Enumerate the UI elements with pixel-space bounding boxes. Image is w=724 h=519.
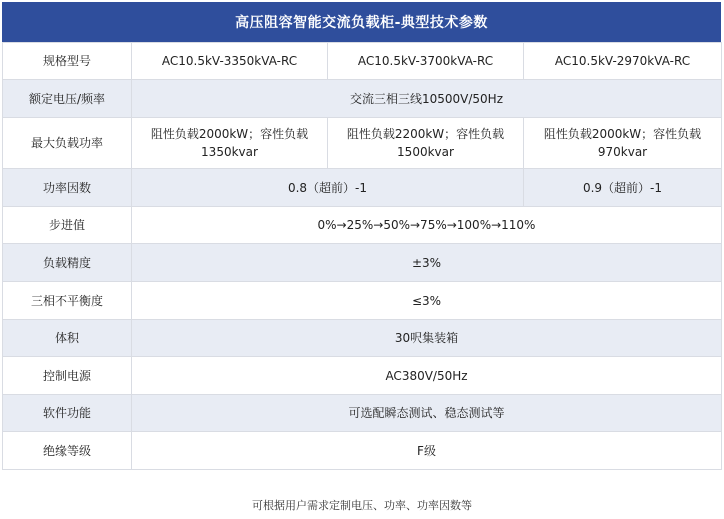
value-cell: 交流三相三线10500V/50Hz	[132, 80, 722, 118]
row-volume	[3, 320, 722, 357]
row-label: 控制电源	[3, 357, 132, 395]
row-step	[3, 207, 722, 244]
row-label: 三相不平衡度	[3, 282, 132, 320]
row-control-power	[3, 357, 722, 395]
row-accuracy	[3, 244, 722, 282]
value-cell: F级	[132, 432, 722, 470]
row-rated-voltage	[3, 80, 722, 118]
spec-sheet	[2, 2, 721, 470]
model-cell: AC10.5kV-3350kVA-RC	[132, 43, 328, 80]
row-label: 功率因数	[3, 169, 132, 207]
row-label: 负载精度	[3, 244, 132, 282]
value-cell: 阻性负载2200kW；容性负载1500kvar	[328, 118, 524, 169]
model-cell: AC10.5kV-3700kVA-RC	[328, 43, 524, 80]
row-label: 软件功能	[3, 395, 132, 432]
value-cell: 0.8（超前）-1	[132, 169, 524, 207]
value-cell: ±3%	[132, 244, 722, 282]
row-label: 额定电压/频率	[3, 80, 132, 118]
spec-table	[2, 42, 722, 470]
row-insulation	[3, 432, 722, 470]
model-cell: AC10.5kV-2970kVA-RC	[524, 43, 722, 80]
table-title: 高压阻容智能交流负载柜-典型技术参数	[2, 2, 721, 42]
row-label: 最大负载功率	[3, 118, 132, 169]
value-cell: 30呎集装箱	[132, 320, 722, 357]
value-cell: 阻性负载2000kW；容性负载970kvar	[524, 118, 722, 169]
row-label: 绝缘等级	[3, 432, 132, 470]
value-cell: 0%→25%→50%→75%→100%→110%	[132, 207, 722, 244]
row-max-power	[3, 118, 722, 169]
row-unbalance	[3, 282, 722, 320]
value-cell: AC380V/50Hz	[132, 357, 722, 395]
footnote: 可根据用户需求定制电压、功率、功率因数等	[252, 499, 472, 512]
row-power-factor	[3, 169, 722, 207]
row-software	[3, 395, 722, 432]
row-label: 步进值	[3, 207, 132, 244]
row-label: 规格型号	[3, 43, 132, 80]
value-cell: 可选配瞬态测试、稳态测试等	[132, 395, 722, 432]
value-cell: 0.9（超前）-1	[524, 169, 722, 207]
row-label: 体积	[3, 320, 132, 357]
value-cell: 阻性负载2000kW；容性负载1350kvar	[132, 118, 328, 169]
row-models	[3, 43, 722, 80]
value-cell: ≤3%	[132, 282, 722, 320]
